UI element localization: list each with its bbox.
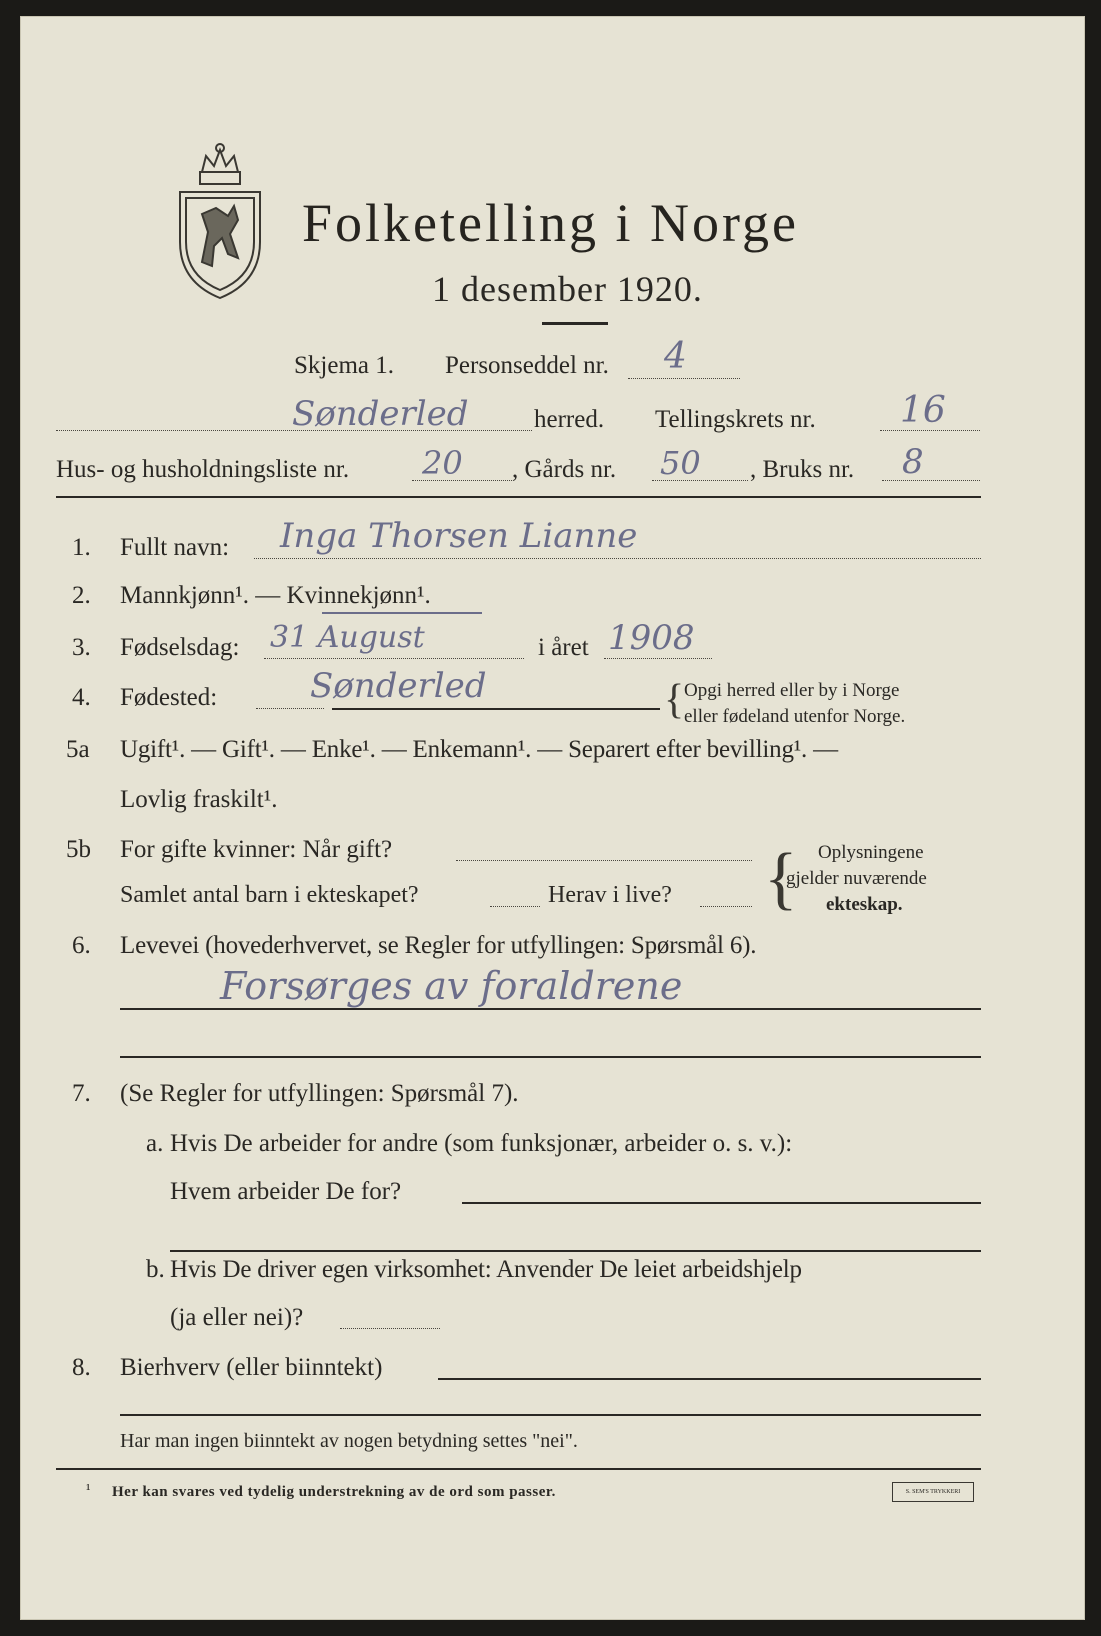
q4-note-line1: Opgi herred eller by i Norge: [684, 680, 900, 701]
q5b-note1: Oplysningene: [818, 842, 924, 863]
header-rule: [56, 496, 981, 498]
employer-line: [462, 1202, 981, 1204]
footnote-text: Her kan svares ved tydelig understrekning av de ord som passer.: [112, 1484, 556, 1500]
birthplace-value: Sønderled: [310, 666, 487, 706]
kvinnekjonn-underline: [322, 612, 482, 614]
q7a-line1: Hvis De arbeider for andre (som funksjonær, arbeider o. s. v.):: [170, 1130, 793, 1157]
q5b-line1: For gifte kvinner: Når gift?: [120, 836, 393, 863]
q5b-alive-label: Herav i live?: [548, 882, 672, 908]
personseddel-label: Personseddel nr.: [445, 352, 609, 379]
q4-label: Fødested:: [120, 684, 218, 711]
coat-of-arms-icon: [172, 142, 268, 300]
form-title: Folketelling i Norge: [302, 193, 799, 253]
q5a-line2: Lovlig fraskilt¹.: [120, 786, 278, 813]
tellingskrets-value: 16: [900, 390, 946, 431]
full-name-value: Inga Thorsen Lianne: [280, 516, 638, 556]
q8-label: Bierhverv (eller biinntekt): [120, 1354, 383, 1381]
bruks-value: 8: [902, 442, 924, 482]
q8-number: 8.: [72, 1354, 91, 1381]
q6-line2: [120, 1056, 981, 1058]
herred-label: herred.: [534, 406, 605, 433]
q5b-note2: gjelder nuværende: [786, 868, 927, 889]
hus-value: 20: [422, 444, 463, 482]
q3-line: [264, 658, 524, 659]
q3-label: Fødselsdag:: [120, 634, 240, 661]
personseddel-value: 4: [664, 336, 687, 377]
birthday-value: 31 August: [270, 620, 425, 655]
printer-stamp: [892, 1482, 974, 1502]
personseddel-line: [628, 378, 740, 379]
q3-year-label: i året: [538, 634, 589, 661]
gards-value: 50: [660, 444, 701, 482]
birth-year-value: 1908: [608, 618, 695, 658]
census-date: 1 desember 1920.: [432, 269, 703, 309]
q4-value-line: [332, 708, 660, 710]
q3-year-line: [604, 658, 712, 659]
q7b-line2: (ja eller nei)?: [170, 1304, 304, 1331]
q4-brace: {: [664, 677, 685, 723]
q5b-note3: ekteskap.: [826, 894, 903, 915]
q4-line: [256, 708, 324, 709]
footer-note: Har man ingen biinntekt av nogen betydning settes "nei".: [120, 1430, 578, 1452]
tellingskrets-label: Tellingskrets nr.: [655, 406, 816, 433]
census-form: [20, 16, 1085, 1620]
q5a-line1: Ugift¹. — Gift¹. — Enke¹. — Enkemann¹. — Separert efter bevilling¹. —: [120, 736, 838, 763]
skjema-label: Skjema 1.: [294, 352, 394, 379]
footnote-mark: ¹: [86, 1482, 91, 1498]
q6-line1: [120, 1008, 981, 1010]
q2-number: 2.: [72, 582, 91, 609]
q5b-children-label: Samlet antal barn i ekteskapet?: [120, 882, 419, 908]
bruks-line: [882, 480, 980, 481]
q4-number: 4.: [72, 684, 91, 711]
herred-value: Sønderled: [292, 394, 469, 434]
q7a-number: a.: [146, 1130, 164, 1157]
q7b-number: b.: [146, 1256, 165, 1283]
gards-label: , Gårds nr.: [512, 456, 617, 483]
occupation-value: Forsørges av foraldrene: [220, 964, 683, 1008]
q5b-number: 5b: [66, 836, 91, 863]
q7-label: (Se Regler for utfyllingen: Spørsmål 7).: [120, 1080, 519, 1107]
married-date-line: [456, 860, 752, 861]
q7-number: 7.: [72, 1080, 91, 1107]
q6-label: Levevei (hovederhvervet, se Regler for utfyllingen: Spørsmål 6).: [120, 932, 757, 959]
q3-number: 3.: [72, 634, 91, 661]
side-income-line: [438, 1378, 981, 1380]
printer-stamp-text: S. SEM'S TRYKKERI: [905, 1489, 961, 1495]
employer-line2: [170, 1250, 981, 1252]
q4-note-line2: eller fødeland utenfor Norge.: [684, 706, 906, 727]
q1-line: [254, 558, 981, 559]
q7b-line1: Hvis De driver egen virksomhet: Anvender De leiet arbeidshjelp: [170, 1256, 802, 1283]
hired-help-line: [340, 1328, 440, 1329]
q5a-number: 5a: [66, 736, 90, 763]
hus-label: Hus- og husholdningsliste nr.: [56, 456, 350, 483]
side-income-line2: [120, 1414, 981, 1416]
q5b-brace: {: [764, 840, 798, 917]
bruks-label: , Bruks nr.: [750, 456, 855, 483]
children-line: [490, 906, 540, 907]
footer-rule: [56, 1468, 981, 1470]
q1-label: Fullt navn:: [120, 534, 230, 561]
q1-number: 1.: [72, 534, 91, 561]
q7a-line2: Hvem arbeider De for?: [170, 1178, 402, 1205]
q2-label: Mannkjønn¹. — Kvinnekjønn¹.: [120, 582, 431, 609]
title-divider: [542, 322, 608, 325]
alive-line: [700, 906, 752, 907]
q6-number: 6.: [72, 932, 91, 959]
